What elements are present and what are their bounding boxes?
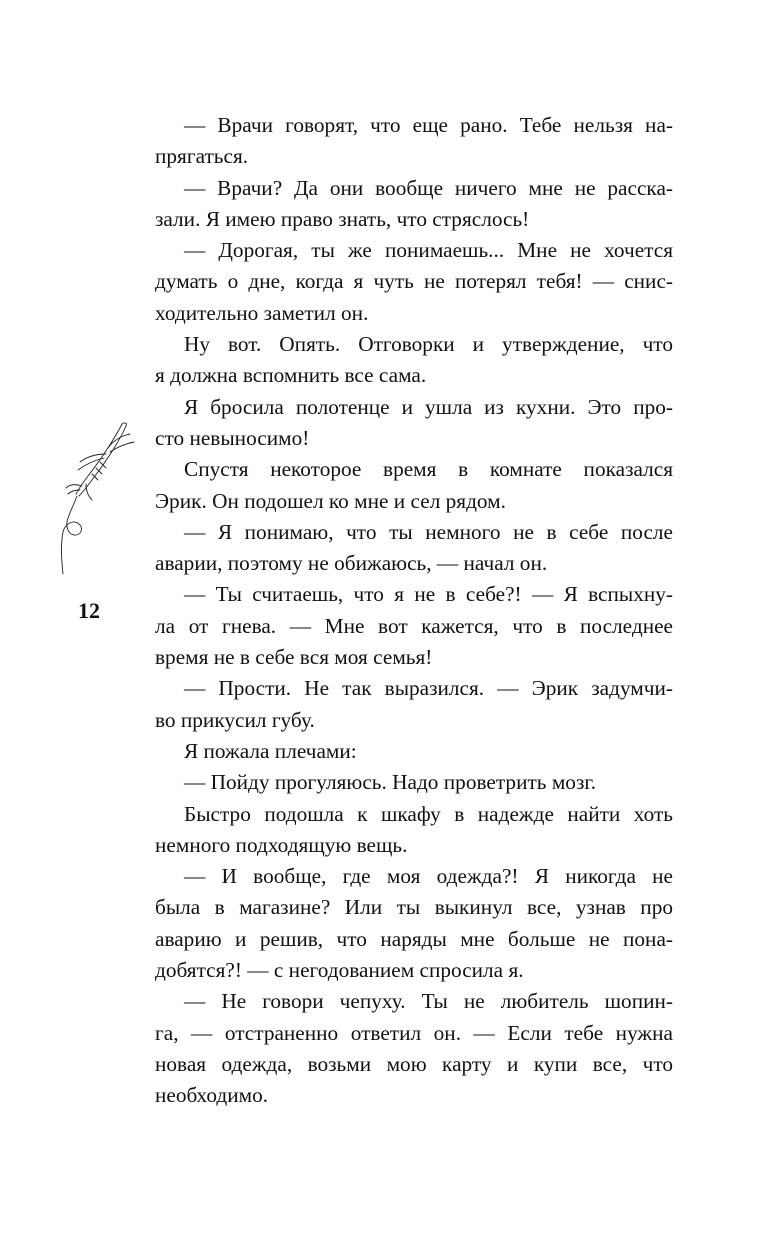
- airplane-ornament-icon: [52, 418, 142, 578]
- text-line: немного подходящую вещь.: [155, 832, 408, 857]
- text-line: аварии, поэтому не обижаюсь, — начал он.: [155, 551, 548, 576]
- page-body-text: [155, 110, 673, 1112]
- text-line: добятся?! — с негодованием спросила я.: [155, 958, 524, 983]
- text-line: га, — отстраненно ответил он. — Если тебе нужна: [155, 1020, 673, 1045]
- text-line: аварию и решив, что наряды мне больше не пона-: [155, 926, 673, 951]
- text-line: — Врачи? Да они вообще ничего мне не расска-: [184, 175, 673, 200]
- text-line: время не в себе вся моя семья!: [155, 645, 433, 670]
- text-line: ла от гнева. — Мне вот кажется, что в последнее: [155, 613, 673, 638]
- text-line: Я бросила полотенце и ушла из кухни. Это про-: [184, 394, 673, 419]
- page-number: 12: [78, 598, 100, 623]
- paragraph: [155, 173, 673, 236]
- text-line: новая одежда, возьми мою карту и купи все, что: [155, 1051, 673, 1076]
- text-line: Быстро подошла к шкафу в надежде найти хоть: [184, 801, 673, 826]
- paragraph: [155, 110, 673, 173]
- text-line: зали. Я имею право знать, что стряслось!: [155, 206, 530, 231]
- text-line: во прикусил губу.: [155, 707, 315, 732]
- text-line: ходительно заметил он.: [155, 300, 369, 325]
- text-line: — Врачи говорят, что еще рано. Тебе нельзя на-: [184, 113, 673, 137]
- text-line: Эрик. Он подошел ко мне и сел рядом.: [155, 488, 506, 513]
- paragraph: [155, 517, 673, 580]
- text-line: — И вообще, где моя одежда?! Я никогда не: [184, 864, 673, 889]
- text-line: — Пойду прогуляюсь. Надо проветрить мозг.: [184, 770, 597, 795]
- text-line: Спустя некоторое время в комнате показался: [184, 457, 673, 482]
- text-line: — Я понимаю, что ты немного не в себе после: [184, 519, 673, 544]
- paragraph: [155, 329, 673, 392]
- paragraph: [155, 673, 673, 736]
- text-line: думать о дне, когда я чуть не потерял тебя! — снис-: [155, 269, 673, 294]
- paragraph: [155, 799, 673, 862]
- paragraph: [155, 986, 673, 1111]
- paragraph: [155, 235, 673, 329]
- paragraph: [155, 454, 673, 517]
- paragraph: [155, 861, 673, 986]
- paragraph: [155, 767, 673, 798]
- text-line: я должна вспомнить все сама.: [155, 363, 427, 388]
- text-line: была в магазине? Или ты выкинул все, узнав про: [155, 895, 673, 920]
- text-line: Ну вот. Опять. Отговорки и утверждение, что: [184, 332, 673, 357]
- text-line: — Прости. Не так выразился. — Эрик задумчи-: [184, 676, 673, 701]
- text-line: Я пожала плечами:: [184, 738, 357, 763]
- text-line: — Ты считаешь, что я не в себе?! — Я вспыхну-: [184, 582, 673, 607]
- text-line: прягаться.: [155, 144, 249, 169]
- paragraph: [155, 736, 673, 767]
- paragraph: [155, 579, 673, 673]
- text-line: сто невыносимо!: [155, 425, 310, 450]
- text-line: — Дорогая, ты же понимаешь... Мне не хочется: [184, 238, 673, 263]
- text-line: необходимо.: [155, 1083, 269, 1108]
- paragraph: [155, 392, 673, 455]
- text-line: — Не говори чепуху. Ты не любитель шопин-: [184, 989, 673, 1014]
